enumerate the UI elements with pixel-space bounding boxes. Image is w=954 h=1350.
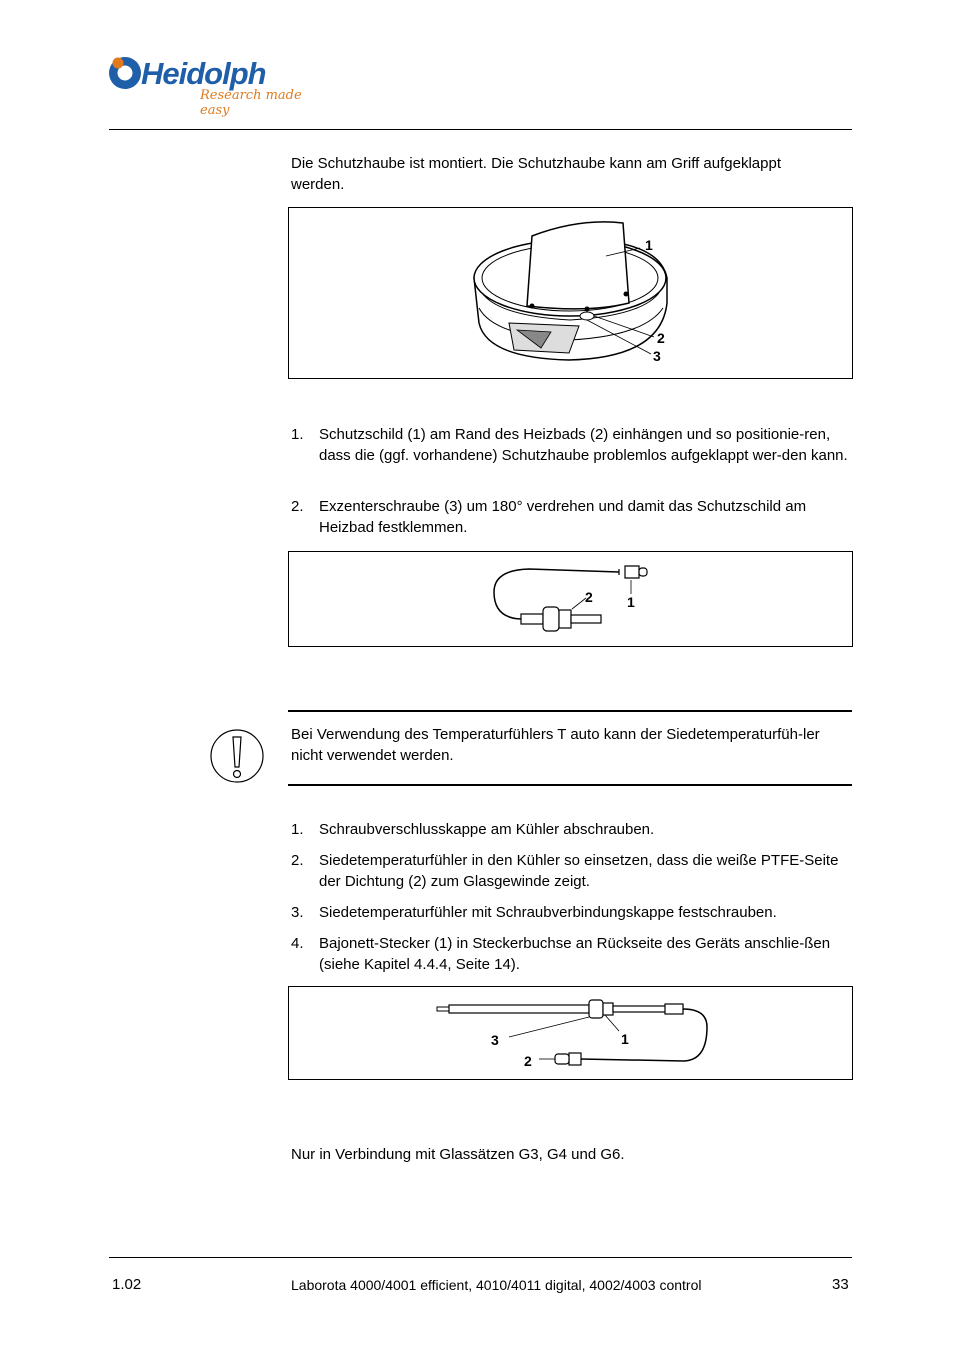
fig1-callout-3: 3 (653, 348, 661, 364)
list-item (291, 496, 851, 538)
step-number: 3. (291, 904, 304, 921)
note-text: Nur in Verbindung mit Glassätzen G3, G4 und G6. (291, 1146, 625, 1163)
step-text: Bajonett-Stecker (1) in Steckerbuchse an Rückseite des Geräts anschlie-ßen (siehe Kapitel 4.4.4, Seite 14). (319, 935, 831, 973)
list-item (291, 819, 851, 840)
brand-tagline: Research made easy (200, 88, 302, 118)
footer-version: 1.02 (112, 1276, 142, 1293)
list-item (291, 902, 851, 923)
fig1-callout-1: 1 (645, 237, 653, 253)
step-text: Siedetemperaturfühler mit Schraubverbindungskappe festschrauben. (319, 904, 777, 921)
step-text: Exzenterschraube (3) um 180° verdrehen und damit das Schutzschild am Heizbad festklemmen. (319, 498, 807, 536)
warning-icon (209, 727, 267, 785)
header-rule (109, 129, 852, 130)
warning-text: Bei Verwendung des Temperaturfühlers T auto kann der Siedetemperaturfüh-ler nicht verwendet werden. (291, 726, 820, 764)
boiling-sensor-illustration (289, 987, 852, 1079)
heating-bath-illustration (289, 208, 852, 378)
fig2-callout-2: 2 (585, 589, 593, 605)
step-number: 1. (291, 821, 304, 838)
step-number: 4. (291, 935, 304, 952)
warning-bottom-rule (288, 784, 852, 786)
figure-heating-bath (288, 207, 853, 379)
fig1-callout-2: 2 (657, 330, 665, 346)
warning-top-rule (288, 710, 852, 712)
page-number: 33 (832, 1276, 849, 1293)
list-item (291, 850, 851, 892)
brand-logo (108, 50, 328, 118)
list-item (291, 933, 851, 975)
fig3-callout-1: 1 (621, 1031, 629, 1047)
figure-boiling-sensor (288, 986, 853, 1080)
fig2-callout-1: 1 (627, 594, 635, 610)
list-item (291, 424, 851, 487)
step-number: 2. (291, 498, 304, 515)
fig3-callout-3: 3 (491, 1032, 499, 1048)
step-text: Siedetemperaturfühler in den Kühler so einsetzen, dass die weiße PTFE-Seite der Dichtung (2) zum Glasgewinde zeigt. (319, 852, 839, 890)
sensor-cable-illustration (289, 552, 852, 646)
intro-text: Die Schutzhaube ist montiert. Die Schutzhaube kann am Griff aufgeklappt werden. (291, 155, 781, 193)
figure-sensor-cable (288, 551, 853, 647)
fig3-callout-2: 2 (524, 1053, 532, 1069)
step-number: 2. (291, 852, 304, 869)
step-number: 1. (291, 426, 304, 443)
exclamation-icon (209, 727, 267, 785)
footer-rule (109, 1257, 852, 1258)
brand-wordmark: Heidolph (141, 56, 266, 91)
step-text: Schutzschild (1) am Rand des Heizbads (2) einhängen und so positionie-ren, dass die (ggf. vorhandene) Schutzhaube problemlos aufgeklappt wer-den kann. (319, 426, 848, 464)
step-text: Schraubverschlusskappe am Kühler abschrauben. (319, 821, 655, 838)
footer-title: Laborota 4000/4001 efficient, 4010/4011 digital, 4002/4003 control (291, 1277, 702, 1293)
